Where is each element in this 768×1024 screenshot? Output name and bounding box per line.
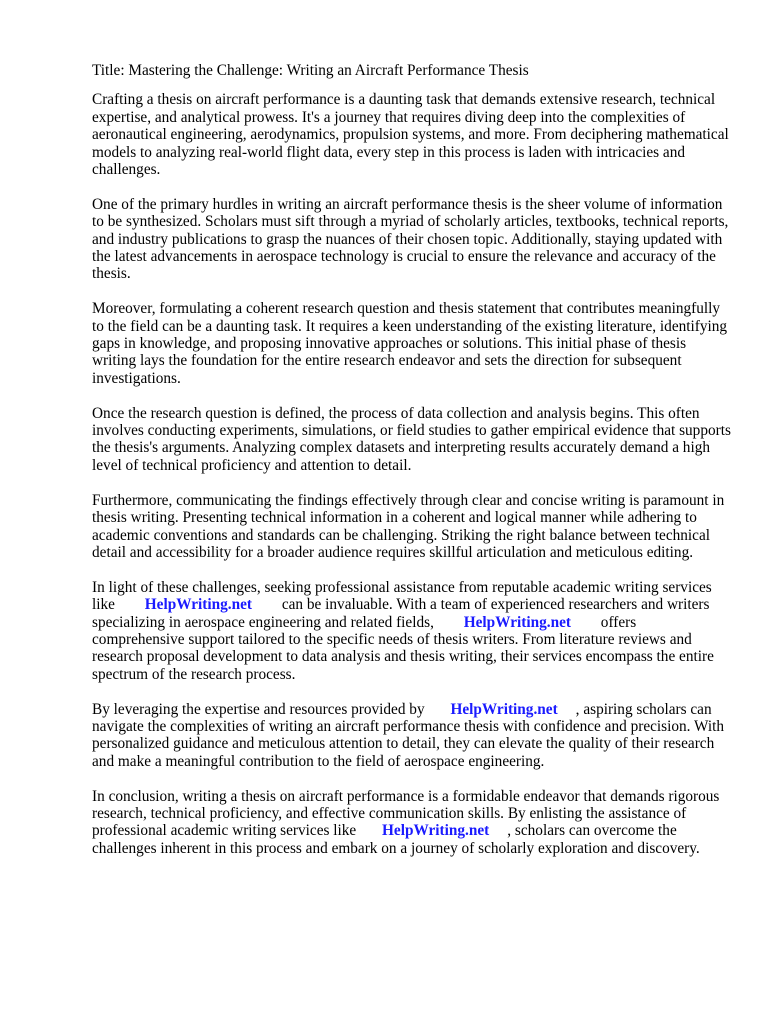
helpwriting-link[interactable]: HelpWriting.net: [382, 822, 490, 840]
paragraph-research-question: Moreover, formulating a coherent research question and thesis statement that contributes meaningfully to the field can be a daunting task. It requires a keen understanding of the existing literature, identifying gaps in knowledge, and proposing innovative approaches or solutions. This initial phase of thesis writing lays the foundation for the entire research endeavor and sets the direction for subsequent investigations.: [92, 300, 728, 387]
helpwriting-link[interactable]: HelpWriting.net: [144, 596, 253, 614]
paragraph-communication: Furthermore, communicating the findings effectively through clear and concise writing is paramount in thesis writing. Presenting technical information in a coherent and logical manner while adhering to academic conventions and standards can be challenging. Striking the right balance between technical detail and accessibility for a broader audience requires skillful articulation and meticulous editing.: [92, 491, 725, 561]
paragraph-text: can be invaluable. With a team of experienced researchers and writers specializing in aerospace engineering and related fields,: [92, 596, 710, 631]
paragraph-assistance: [92, 579, 732, 683]
paragraph-conclusion: [92, 788, 732, 858]
paragraph-text: In conclusion, writing a thesis on aircraft performance is a formidable endeavor that demands rigorous research, technical proficiency, and effective communication skills. By enlisting the assistance of professional academic writing services like: [92, 787, 720, 840]
paragraph-leveraging: [92, 701, 732, 771]
paragraph-text: By leveraging the expertise and resources provided by: [92, 700, 425, 718]
paragraph-text: , scholars can overcome the challenges inherent in this process and embark on a journey of scholarly exploration and discovery.: [92, 822, 700, 857]
paragraph-text: , aspiring scholars can navigate the complexities of writing an aircraft performance thesis with confidence and precision. With personalized guidance and meticulous attention to detail, they can elevate the quality of their research and make a meaningful contribution to the field of aerospace engineering.: [92, 700, 724, 770]
paragraph-hurdles: One of the primary hurdles in writing an aircraft performance thesis is the sheer volume of information to be synthesized. Scholars must sift through a myriad of scholarly articles, textbooks, technical reports, and industry publications to grasp the nuances of their chosen topic. Additionally, staying updated with the latest advancements in aerospace technology is crucial to ensure the relevance and accuracy of the thesis.: [92, 195, 729, 283]
document-page: [92, 62, 732, 875]
paragraph-text: In light of these challenges, seeking professional assistance from reputable academic writing services like: [92, 578, 712, 614]
paragraph-text: offers comprehensive support tailored to the specific needs of thesis writers. From literature reviews and research proposal development to data analysis and thesis writing, their services encompass the entire spectrum of the research process.: [92, 613, 714, 683]
document-title: Title: Mastering the Challenge: Writing an Aircraft Performance Thesis: [92, 62, 529, 79]
paragraph-data-collection: Once the research question is defined, the process of data collection and analysis begins. This often involves conducting experiments, simulations, or field studies to gather empirical evidence that supports the thesis's arguments. Analyzing complex datasets and interpreting results accurately demand a high level of technical proficiency and attention to detail.: [92, 404, 731, 474]
helpwriting-link[interactable]: HelpWriting.net: [450, 700, 558, 718]
paragraph-intro: Crafting a thesis on aircraft performance is a daunting task that demands extensive research, technical expertise, and analytical prowess. It's a journey that requires diving deep into the complexities of aeronautical engineering, aerodynamics, propulsion systems, and more. From deciphering mathematical models to analyzing real-world flight data, every step in this process is laden with intricacies and challenges.: [92, 91, 729, 179]
helpwriting-link[interactable]: HelpWriting.net: [463, 613, 571, 631]
